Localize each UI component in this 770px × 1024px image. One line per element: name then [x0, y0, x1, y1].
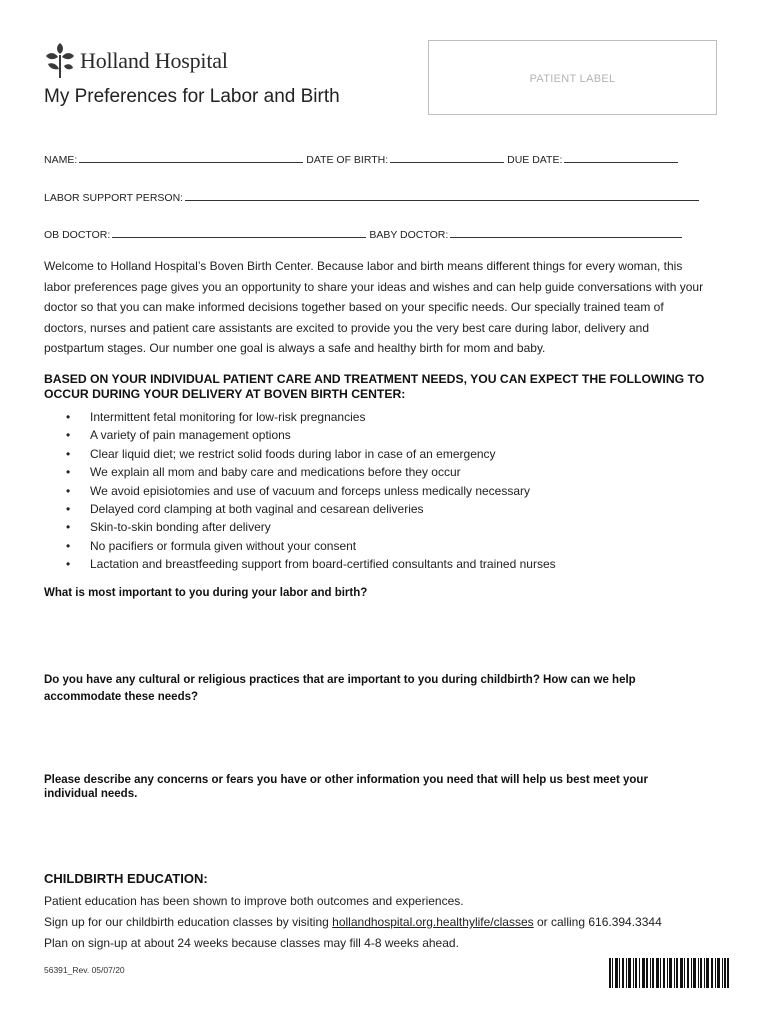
education-line-1: Patient education has been shown to improve both outcomes and experiences. — [44, 894, 464, 908]
list-item: • Skin-to-skin bonding after delivery — [66, 518, 556, 536]
list-item: • We explain all mom and baby care and medications before they occur — [66, 463, 556, 481]
support-person-label: LABOR SUPPORT PERSON: — [44, 192, 184, 204]
page-title: My Preferences for Labor and Birth — [44, 86, 340, 107]
list-item: • No pacifiers or formula given without your consent — [66, 537, 556, 555]
bullet-icon: • — [66, 483, 71, 498]
patient-label-text: PATIENT LABEL — [529, 73, 616, 85]
barcode — [609, 958, 729, 988]
question-most-important: What is most important to you during your labor and birth? — [44, 587, 368, 599]
dob-field[interactable] — [390, 152, 504, 163]
education-heading: CHILDBIRTH EDUCATION: — [44, 871, 208, 886]
bullet-icon: • — [66, 538, 71, 553]
list-item: • Lactation and breastfeeding support from board-certified consultants and trained nurses — [66, 555, 556, 573]
holland-hospital-flower-icon — [44, 42, 76, 80]
hospital-logo — [44, 42, 228, 80]
expectations-heading: BASED ON YOUR INDIVIDUAL PATIENT CARE AND TREATMENT NEEDS, YOU CAN EXPECT THE FOLLOWING TO OCCUR DURING YOUR DELIVERY AT BOVEN BIRTH CENTER: — [44, 372, 705, 401]
logo-text: Holland Hospital — [80, 48, 228, 73]
intro-paragraph: Welcome to Holland Hospital’s Boven Birth Center. Because labor and birth means different things for every woman, this labor preferences page gives you an opportunity to share your ideas and wishes and can help guide conversations with your doctor so that you can make informed decisions together based on your specific needs. Our specially trained team of doctors, nurses and patient care assistants are excited to provide you the very best care during labor, delivery and postpartum stages. Our number one goal is always a safe and healthy birth for mom and baby. — [44, 259, 704, 355]
support-person-field[interactable] — [185, 190, 699, 201]
list-item: • We avoid episiotomies and use of vacuum and forceps unless medically necessary — [66, 482, 556, 500]
bullet-icon: • — [66, 428, 71, 443]
dob-label: DATE OF BIRTH: — [306, 154, 389, 166]
question-concerns: Please describe any concerns or fears you have or other information you need that will help us best meet your individual needs. — [44, 774, 648, 800]
education-line-3: Plan on sign-up at about 24 weeks because classes may fill 4-8 weeks ahead. — [44, 936, 459, 950]
baby-doctor-label: BABY DOCTOR: — [369, 229, 449, 241]
due-date-label: DUE DATE: — [507, 154, 563, 166]
classes-link[interactable]: hollandhospital.org.healthylife/classes — [332, 915, 534, 929]
ob-doctor-label: OB DOCTOR: — [44, 229, 111, 241]
list-item: • A variety of pain management options — [66, 426, 556, 444]
education-text — [44, 891, 662, 954]
bullet-icon: • — [66, 502, 71, 517]
question-cultural-practices: Do you have any cultural or religious practices that are important to you during childbirth? How can we help accommodate these needs? — [44, 674, 636, 703]
due-date-field[interactable] — [564, 152, 678, 163]
ob-doctor-field[interactable] — [112, 227, 366, 238]
field-row-support — [44, 190, 702, 204]
list-item: • Clear liquid diet; we restrict solid foods during labor in case of an emergency — [66, 445, 556, 463]
bullet-icon: • — [66, 410, 71, 424]
field-row-doctors — [44, 227, 685, 241]
list-item: • Intermittent fetal monitoring for low-risk pregnancies — [66, 408, 556, 426]
name-field[interactable] — [79, 152, 303, 163]
expectations-list — [66, 408, 556, 574]
baby-doctor-field[interactable] — [450, 227, 682, 238]
bullet-icon: • — [66, 520, 71, 535]
bullet-icon: • — [66, 465, 71, 480]
bullet-icon: • — [66, 557, 71, 572]
name-label: NAME: — [44, 154, 78, 166]
revision-code: 56391_Rev. 05/07/20 — [44, 965, 125, 975]
list-item: • Delayed cord clamping at both vaginal and cesarean deliveries — [66, 500, 556, 518]
field-row-name — [44, 152, 681, 166]
patient-label-box — [428, 40, 717, 115]
bullet-icon: • — [66, 446, 71, 461]
education-line-2: Sign up for our childbirth education classes by visiting hollandhospital.org.healthylife/classes or calling 616.394.3344 — [44, 915, 662, 929]
